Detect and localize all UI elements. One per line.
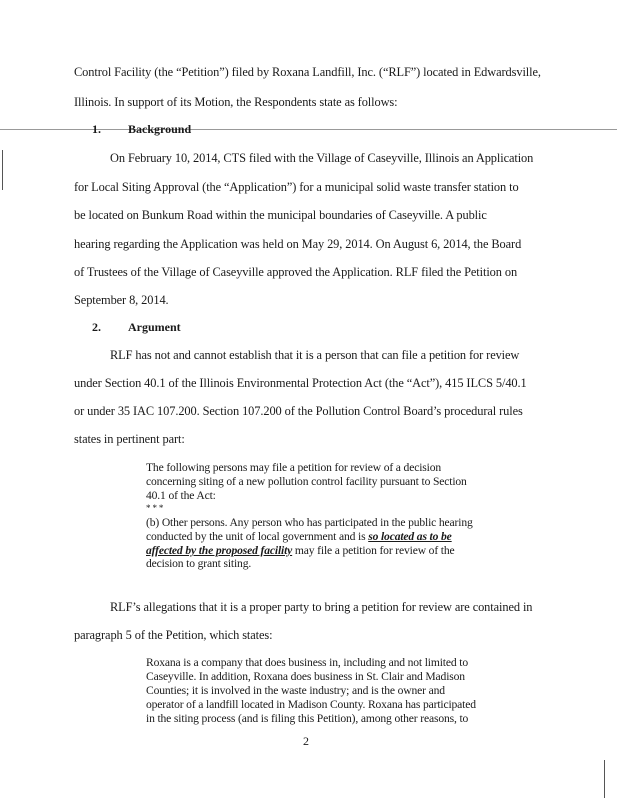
blockquote-line: 40.1 of the Act: (146, 489, 216, 502)
paragraph-line: be located on Bunkum Road within the municipal boundaries of Caseyville. A public (74, 208, 487, 222)
paragraph-line: or under 35 IAC 107.200. Section 107.200 of the Pollution Control Board’s procedural rules (74, 404, 523, 418)
paragraph-line: RLF’s allegations that it is a proper party to bring a petition for review are contained in (110, 600, 533, 614)
blockquote-line (146, 530, 452, 543)
ellipsis-marker: * * * (146, 503, 164, 513)
blockquote-line: Roxana is a company that does business in, including and not limited to (146, 656, 468, 669)
blockquote-line: decision to grant siting. (146, 557, 252, 570)
blockquote-line: Caseyville. In addition, Roxana does business in St. Clair and Madison (146, 670, 465, 683)
page-number: 2 (303, 734, 309, 748)
paragraph-line: September 8, 2014. (74, 293, 169, 307)
blockquote-line: Counties; it is involved in the waste industry; and is the owner and (146, 684, 445, 697)
blockquote-line: operator of a landfill located in Madison County. Roxana has participated (146, 698, 476, 711)
blockquote-text: conducted by the unit of local government and is (146, 530, 369, 543)
paragraph-line: On February 10, 2014, CTS filed with the Village of Caseyville, Illinois an Application (110, 151, 534, 165)
section-heading: Background (128, 122, 192, 136)
blockquote-line: concerning siting of a new pollution control facility pursuant to Section (146, 475, 467, 488)
section-heading: Argument (128, 320, 181, 334)
blockquote-text: may file a petition for review of the (292, 544, 455, 557)
paragraph-line: RLF has not and cannot establish that it is a person that can file a petition for review (110, 348, 520, 362)
paragraph-line: under Section 40.1 of the Illinois Environmental Protection Act (the “Act”), 415 ILCS 5/40.1 (74, 376, 527, 390)
paragraph-line: states in pertinent part: (74, 432, 185, 446)
paragraph-line: for Local Siting Approval (the “Application”) for a municipal solid waste transfer station to (74, 180, 519, 194)
emphasized-text: affected by the proposed facility (146, 544, 293, 557)
blockquote-line: in the siting process (and is filing this Petition), among other reasons, to (146, 712, 469, 725)
scan-margin-mark (2, 150, 3, 190)
section-number: 1. (92, 122, 101, 136)
paragraph-line: hearing regarding the Application was held on May 29, 2014. On August 6, 2014, the Board (74, 237, 522, 251)
blockquote-line (146, 544, 455, 557)
blockquote-line: (b) Other persons. Any person who has participated in the public hearing (146, 516, 473, 529)
section-number: 2. (92, 320, 101, 334)
scan-margin-mark-right (604, 760, 605, 798)
blockquote-line: The following persons may file a petition for review of a decision (146, 461, 441, 474)
paragraph-line: Control Facility (the “Petition”) filed by Roxana Landfill, Inc. (“RLF”) located in Edwardsville, (74, 65, 541, 79)
paragraph-line: of Trustees of the Village of Caseyville approved the Application. RLF filed the Petition on (74, 265, 518, 279)
paragraph-line: paragraph 5 of the Petition, which states: (74, 628, 273, 642)
emphasized-text: so located as to be (368, 530, 452, 543)
paragraph-line: Illinois. In support of its Motion, the Respondents state as follows: (74, 95, 398, 109)
